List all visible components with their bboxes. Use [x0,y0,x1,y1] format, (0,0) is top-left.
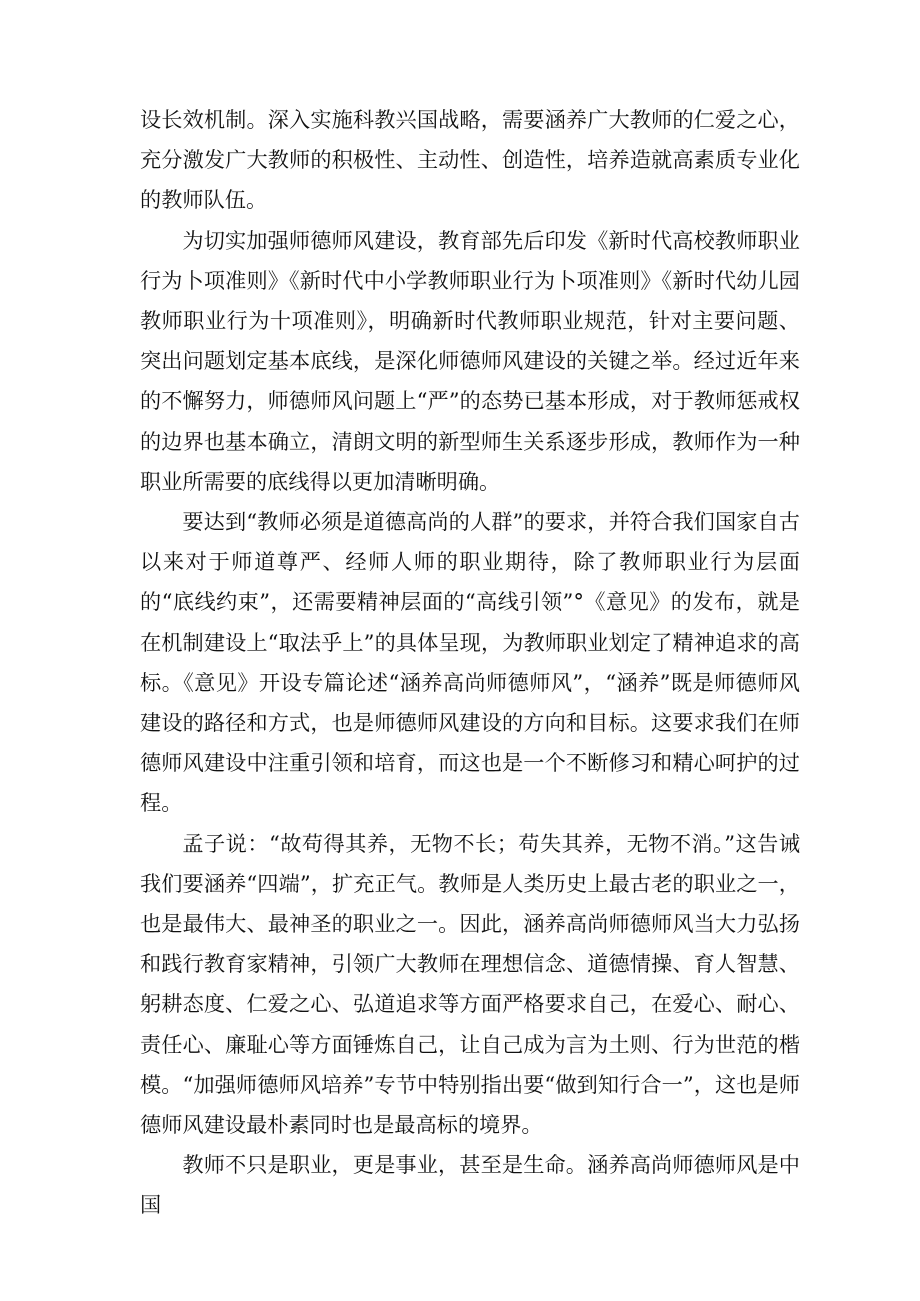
paragraph-norms: 为切实加强师德师风建设，教育部先后印发《新时代高校教师职业行为卜项准则》《新时代中小学教师职业行为卜项准则》《新时代幼儿园教师职业行为十项准则》，明确新时代教师职业规范，针对主要问题、突出问题划定基本底线，是深化师德师风建设的关键之举。经过近年来的不懈努力，师德师风问题上“严”的态势已基本形成，对于教师惩戒权的边界也基本确立，清朗文明的新型师生关系逐步形成，教师作为一种职业所需要的底线得以更加清晰明确。 [140,227,800,494]
paragraph-high-standard: 要达到“教师必须是道德高尚的人群”的要求，并符合我们国家自古以来对于师道尊严、经师人师的职业期待，除了教师职业行为层面的“底线约束”，还需要精神层面的“高线引领”°《意见》的发布，就是在机制建设上“取法乎上”的具体呈现，为教师职业划定了精神追求的高标。《意见》开设专篇论述“涵养高尚师德师风”，“涵养”既是师德师风建设的路径和方式，也是师德师风建设的方向和目标。这要求我们在师德师风建设中注重引领和培育，而这也是一个不断修习和精心呵护的过程。 [140,509,800,816]
paragraph-mencius: 孟子说：“故苟得其养，无物不长；苟失其养，无物不消。”这告诫我们要涵养“四端”，扩充正气。教师是人类历史上最古老的职业之一，也是最伟大、最神圣的职业之一。因此，涵养高尚师德师风当大力弘扬和践行教育家精神，引领广大教师在理想信念、道德情操、育人智慧、躬耕态度、仁爱之心、弘道追求等方面严格要求自己，在爱心、耐心、责任心、廉耻心等方面锤炼自己，让自己成为言为土则、行为世范的楷模。“加强师德师风培养”专节中特别指出要“做到知行合一”，这也是师德师风建设最朴素同时也是最高标的境界。 [140,830,800,1138]
paragraph-career: 教师不只是职业，更是事业，甚至是生命。涵养高尚师德师风是中国 [140,1152,800,1218]
paragraph-continuation: 设长效机制。深入实施科教兴国战略，需要涵养广大教师的仁爱之心，充分激发广大教师的积极性、主动性、创造性，培养造就高素质专业化的教师队伍。 [140,107,800,213]
document-body [140,100,800,1226]
